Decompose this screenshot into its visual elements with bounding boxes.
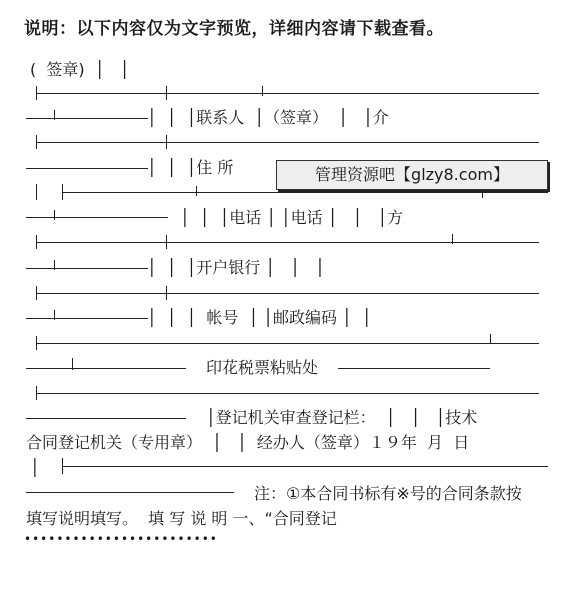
stamp-tax-label: 印花税票粘贴处 xyxy=(206,358,319,377)
table-line xyxy=(54,260,55,270)
note-line: 注：①本合同书标有※号的合同条款按 xyxy=(254,484,522,503)
page-notice: 说明：以下内容仅为文字预览，详细内容请下载查看。 xyxy=(24,19,444,39)
table-line xyxy=(36,142,539,143)
table-line xyxy=(36,93,539,94)
table-line xyxy=(166,286,167,300)
table-line xyxy=(166,235,167,249)
table-line xyxy=(36,135,37,149)
table-line xyxy=(452,234,453,244)
table-line xyxy=(36,235,37,249)
table-line xyxy=(36,242,539,243)
table-line xyxy=(54,210,55,220)
ellipsis-dots: •••••••••••••••••••••••• xyxy=(24,532,218,546)
table-line xyxy=(62,466,548,467)
bank-row: │ │ │开户银行 │ │ │ xyxy=(147,258,325,277)
registration-authority-row: 合同登记机关（专用章） │ │ 经办人（签章）１９年 月 日 xyxy=(26,433,470,452)
phone-row: │ │ │电话 │ │电话 │ │ │方 xyxy=(180,208,404,227)
address-row: │ │ │住 所 xyxy=(147,158,234,177)
table-line xyxy=(36,393,539,394)
table-line xyxy=(262,86,263,96)
table-line xyxy=(490,334,491,344)
account-row: │ │ │ 帐号 │ │邮政编码 │ │ xyxy=(147,308,372,327)
table-line xyxy=(26,217,168,218)
table-line xyxy=(26,268,148,269)
table-line xyxy=(36,86,37,100)
table-line xyxy=(26,418,186,419)
seal-label-row: ( 签章) │ │ xyxy=(30,60,130,79)
table-line xyxy=(36,293,539,294)
table-line xyxy=(62,184,63,200)
table-line xyxy=(36,286,37,300)
table-line xyxy=(62,192,548,193)
table-line xyxy=(166,86,167,100)
table-line xyxy=(166,135,167,149)
watermark-banner: 管理资源吧【glzy8.com】 xyxy=(276,160,548,190)
table-line xyxy=(26,168,148,169)
table-line xyxy=(26,492,234,493)
table-line xyxy=(36,386,37,400)
contact-row: │ │ │联系人 │（签章） │ │介 xyxy=(147,108,389,127)
table-line xyxy=(54,310,55,320)
table-line xyxy=(26,118,148,119)
table-line xyxy=(36,343,539,344)
bar-mark: │ xyxy=(30,458,40,477)
table-line xyxy=(26,368,186,369)
table-line xyxy=(338,368,490,369)
registration-row: │登记机关审查登记栏： │ │ │技术 xyxy=(206,408,478,427)
table-line xyxy=(72,358,73,370)
table-line xyxy=(36,184,37,200)
table-line xyxy=(36,336,37,350)
table-line xyxy=(62,458,63,474)
table-line xyxy=(54,110,55,120)
instructions-line: 填写说明填写。 填 写 说 明 一、“合同登记 xyxy=(26,509,337,528)
table-line xyxy=(196,186,197,196)
table-line xyxy=(26,318,148,319)
